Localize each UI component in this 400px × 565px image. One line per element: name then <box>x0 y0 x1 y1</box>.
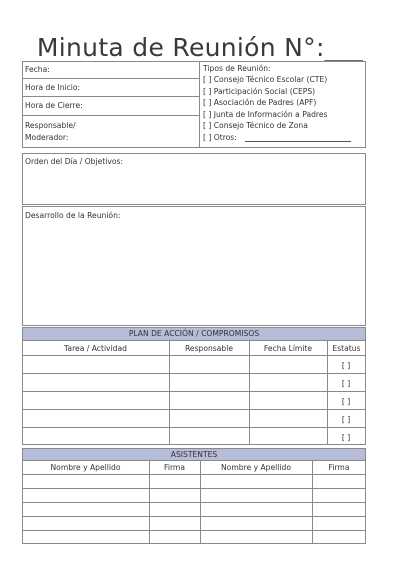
plan-row-line <box>22 409 366 410</box>
plan-col-estatus: Estatus <box>332 344 361 353</box>
asistentes-col-nombre-2: Nombre y Apellido <box>221 463 291 472</box>
responsable-label: Responsable/ <box>25 121 76 130</box>
tipo-option-cte[interactable]: [ ] Consejo Técnico Escolar (CTE) <box>203 75 328 84</box>
hora-inicio-label: Hora de Inicio: <box>25 83 81 92</box>
desarrollo-box[interactable] <box>22 206 366 326</box>
info-row-line <box>22 78 199 79</box>
asistentes-col-firma-2: Firma <box>328 463 350 472</box>
moderador-label: Moderador: <box>25 133 69 142</box>
status-checkbox[interactable]: [ ] <box>341 361 351 370</box>
asistentes-row-line <box>22 502 366 503</box>
tipo-option-otros[interactable]: [ ] Otros: <box>203 133 237 142</box>
plan-col-tarea: Tarea / Actividad <box>64 344 127 353</box>
asistentes-col-firma-1: Firma <box>164 463 185 472</box>
status-checkbox[interactable]: [ ] <box>341 379 351 388</box>
status-checkbox[interactable]: [ ] <box>341 433 351 442</box>
plan-accion-header: PLAN DE ACCIÓN / COMPROMISOS <box>22 327 366 341</box>
plan-col-fecha: Fecha Límite <box>263 344 313 353</box>
asistentes-row-line <box>22 474 366 475</box>
tipo-option-zona[interactable]: [ ] Consejo Técnico de Zona <box>203 121 308 130</box>
info-row-line <box>22 115 199 116</box>
page-title: Minuta de Reunión N°:___ <box>36 33 364 62</box>
asistentes-col-nombre-1: Nombre y Apellido <box>50 463 121 472</box>
info-divider <box>199 61 200 148</box>
status-checkbox[interactable]: [ ] <box>341 397 351 406</box>
asistentes-row-line <box>22 530 366 531</box>
tipos-heading: Tipos de Reunión: <box>203 64 271 73</box>
plan-row-line <box>22 427 366 428</box>
orden-del-dia-label: Orden del Día / Objetivos: <box>25 157 124 166</box>
asistentes-row-line <box>22 488 366 489</box>
tipo-option-ceps[interactable]: [ ] Participación Social (CEPS) <box>203 87 316 96</box>
plan-row-line <box>22 391 366 392</box>
info-row-line <box>22 96 199 97</box>
asistentes-header: ASISTENTES <box>22 448 366 461</box>
asistentes-row-line <box>22 516 366 517</box>
fecha-label: Fecha: <box>25 65 50 74</box>
plan-row-line <box>22 373 366 374</box>
hora-cierre-label: Hora de Cierre: <box>25 101 83 110</box>
desarrollo-label: Desarrollo de la Reunión: <box>25 211 121 220</box>
plan-col-responsable: Responsable <box>184 344 234 353</box>
tipo-option-apf[interactable]: [ ] Asociación de Padres (APF) <box>203 98 317 107</box>
status-checkbox[interactable]: [ ] <box>341 415 351 424</box>
tipo-option-junta[interactable]: [ ] Junta de Información a Padres <box>203 110 328 119</box>
plan-row-line <box>22 355 366 356</box>
otros-blank-line <box>245 141 351 142</box>
